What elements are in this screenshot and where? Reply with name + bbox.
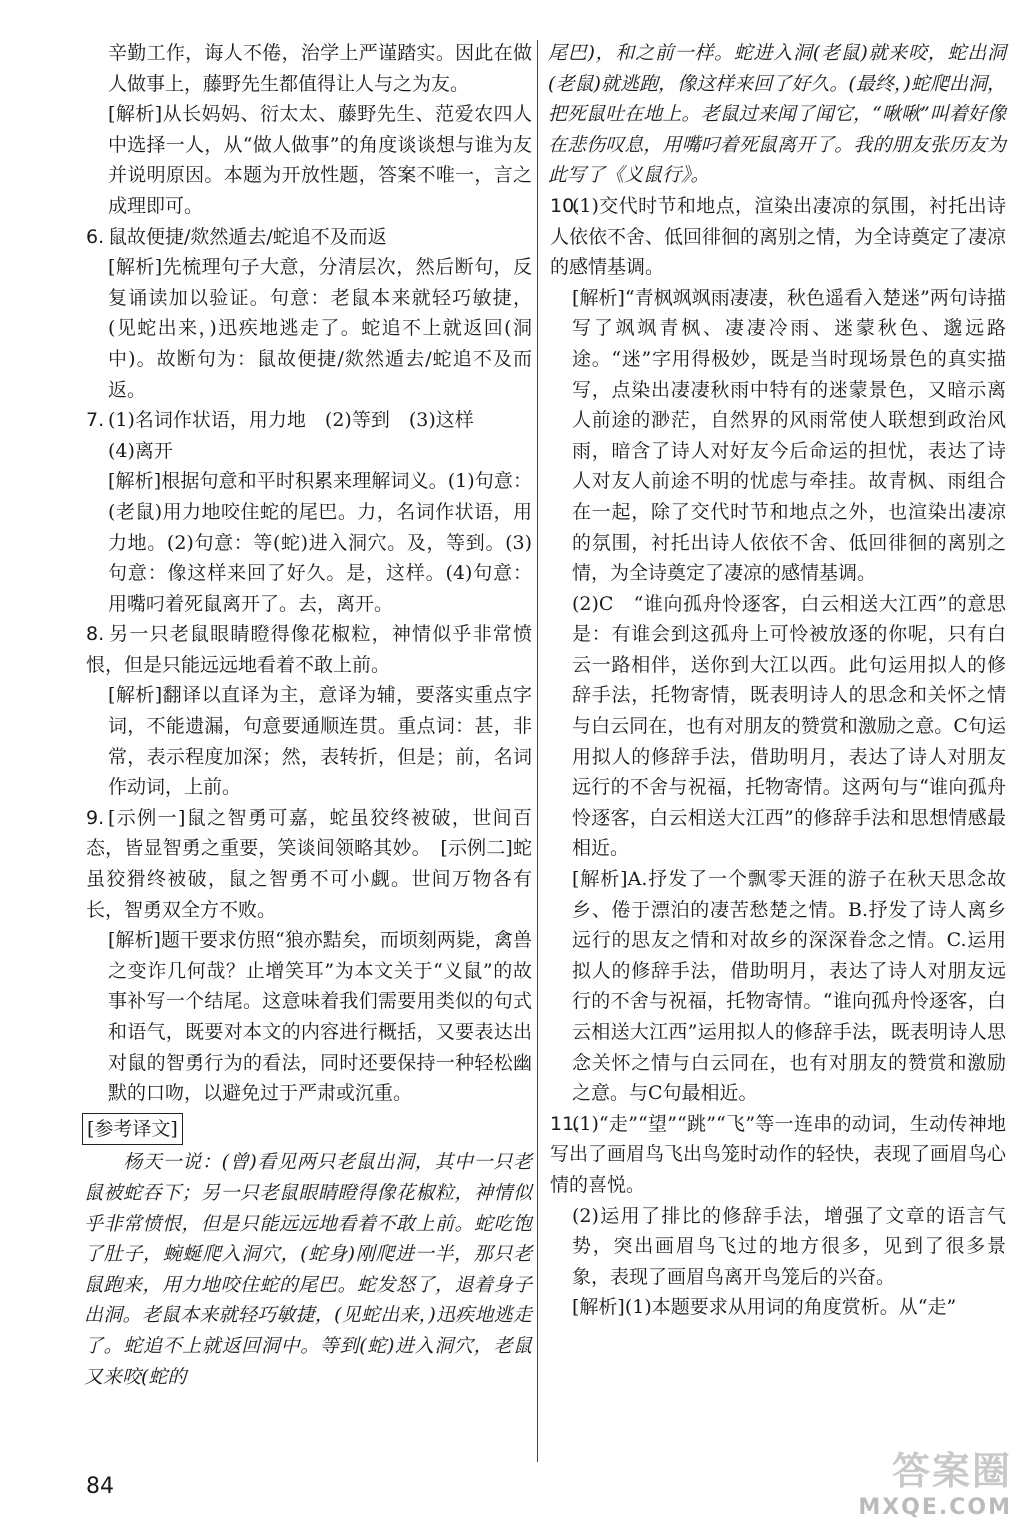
paragraph-text: (4)离开 bbox=[108, 439, 173, 462]
right-paragraph bbox=[548, 1201, 1006, 1293]
left-paragraph bbox=[84, 436, 532, 467]
left-paragraph bbox=[84, 466, 532, 619]
question-number: 9. bbox=[86, 806, 105, 829]
paragraph-text: (2)C “谁向孤舟怜逐客，白云相送大江西”的意思是：有谁会到这孤舟上可怜被放逐的你呢，只有白云一路相伴，送你到大江以西。此句运用拟人的修辞手法，托物寄情，既表明诗人的思念和关怀之情与白云同在，也有对朋友的赞赏和激励之意。C句运用拟人的修辞手法，借助明月，表达了诗人对朋友远行的不舍与祝福，托物寄情。这两句与“谁向孤舟怜逐客，白云相送大江西”的修辞手法和思想情感最相近。 bbox=[572, 592, 1006, 860]
paragraph-text: (1)名词作状语，用力地 (2)等到 (3)这样 bbox=[108, 409, 474, 432]
left-paragraph bbox=[84, 925, 532, 1109]
question-number: 11. bbox=[550, 1112, 581, 1135]
paragraph-text: [解析]根据句意和平时积累来理解词义。(1)句意：(老鼠)用力地咬住蛇的尾巴。力，名词作状语，用力地。(2)句意：等(蛇)进入洞穴。及，等到。(3)句意：像这样来回了好久。是，这样。(4)句意：用嘴叼着死鼠离开了。去，离开。 bbox=[108, 470, 532, 615]
question-number: 7. bbox=[86, 409, 105, 432]
right-paragraph bbox=[548, 864, 1006, 1109]
right-paragraph bbox=[526, 1109, 1006, 1201]
left-column bbox=[84, 38, 532, 1392]
page-number: 84 bbox=[86, 1474, 114, 1499]
paragraph-text: [参考译文] bbox=[87, 1117, 178, 1140]
question-number: 8. bbox=[86, 623, 105, 646]
left-paragraph bbox=[84, 252, 532, 405]
watermark bbox=[858, 1440, 1012, 1520]
paragraph-text: (1)交代时节和地点，渲染出凄凉的氛围，衬托出诗人依依不舍、低回徘徊的离别之情，为全诗奠定了凄凉的感情基调。 bbox=[550, 194, 1007, 279]
left-paragraph bbox=[84, 1147, 532, 1392]
right-paragraph bbox=[548, 589, 1006, 864]
paragraph-text: [解析](1)本题要求从用词的角度赏析。从“走” bbox=[572, 1296, 957, 1319]
right-paragraph bbox=[526, 191, 1006, 283]
left-paragraph bbox=[84, 680, 532, 802]
watermark-brand: 答案圈 bbox=[891, 1449, 1012, 1493]
question-number: 10. bbox=[550, 194, 581, 217]
paragraph-text: [解析]从长妈妈、衍太太、藤野先生、范爱农四人中选择一人，从“做人做事”的角度谈谈想与谁为友并说明原因。本题为开放性题，答案不唯一，言之成理即可。 bbox=[108, 103, 532, 217]
paragraph-text: [解析]A.抒发了一个飘零天涯的游子在秋天思念故乡、倦于漂泊的凄苦愁楚之情。B.抒发了诗人离乡远行的思友之情和对故乡的深深眷念之情。C.运用拟人的修辞手法，借助明月，表达了诗人对朋友远行的不舍与祝福，托物寄情。“谁向孤舟怜逐客，白云相送大江西”运用拟人的修辞手法，既表明诗人思念关怀之情与白云同在，也有对朋友的赞赏和激励之意。与C句最相近。 bbox=[572, 868, 1006, 1105]
left-paragraph bbox=[82, 1113, 183, 1146]
paragraph-text: [解析]“青枫飒飒雨凄凄，秋色遥看入楚迷”两句诗描写了飒飒青枫、凄凄冷雨、迷蒙秋色、邈远路途。“迷”字用得极妙，既是当时现场景色的真实描写，点染出凄凄秋雨中特有的迷蒙景色，又暗示离人前途的渺茫，自然界的风雨常使人联想到政治风雨，暗含了诗人对好友今后命运的担忧，表达了诗人对友人前途不明的忧虑与牵挂。故青枫、雨组合在一起，除了交代时节和地点之外，也渲染出凄凉的氛围，衬托出诗人依依不舍、低回徘徊的离别之情，为全诗奠定了凄凉的感情基调。 bbox=[572, 286, 1006, 585]
paragraph-text: (2)运用了排比的修辞手法，增强了文章的语言气势，突出画眉鸟飞过的地方很多，见到了很多景象，表现了画眉鸟离开鸟笼后的兴奋。 bbox=[572, 1204, 1006, 1288]
paragraph-text: 另一只老鼠眼睛瞪得像花椒粒，神情似乎非常愤恨，但是只能远远地看着不敢上前。 bbox=[86, 623, 532, 676]
right-column bbox=[548, 38, 1006, 1323]
paragraph-text: 辛勤工作，诲人不倦，治学上严谨踏实。因此在做人做事上，藤野先生都值得让人与之为友。 bbox=[108, 42, 532, 95]
paragraph-text: [解析]先梳理句子大意，分清层次，然后断句，反复诵读加以验证。句意：老鼠本来就轻巧敏捷，(见蛇出来，)迅疾地逃走了。蛇追不上就返回(洞中)。故断句为：鼠故便捷/欻然遁去/蛇追不及而返。 bbox=[108, 256, 532, 401]
watermark-site: MXQE.COM bbox=[858, 1495, 1012, 1520]
right-paragraph bbox=[548, 38, 1006, 191]
left-paragraph bbox=[62, 803, 532, 925]
right-paragraph bbox=[548, 283, 1006, 589]
right-paragraph bbox=[548, 1292, 1006, 1323]
paragraph-text: 尾巴)，和之前一样。蛇进入洞(老鼠)就来咬，蛇出洞(老鼠)就逃跑，像这样来回了好久。(最终，)蛇爬出洞，把死鼠吐在地上。老鼠过来闻了闻它，“啾啾”叫着好像在悲伤叹息，用嘴叼着死鼠离开了。我的朋友张历友为此写了《义鼠行》。 bbox=[548, 42, 1006, 187]
left-paragraph bbox=[62, 222, 532, 253]
paragraph-text: 鼠故便捷/欻然遁去/蛇追不及而返 bbox=[108, 225, 387, 248]
paragraph-text: [示例一]鼠之智勇可嘉，蛇虽狡终被破，世间百态，皆显智勇之重要，笑谈间领略其妙。 [示例二]蛇虽狡猾终被破，鼠之智勇不可小觑。世间万物各有长，智勇双全方不败。 bbox=[86, 806, 532, 921]
paragraph-text: (1)“走”“望”“跳”“飞”等一连串的动词，生动传神地写出了画眉鸟飞出鸟笼时动作的轻快，表现了画眉鸟心情的喜悦。 bbox=[550, 1112, 1007, 1196]
left-paragraph bbox=[84, 99, 532, 221]
paragraph-text: 杨天一说：(曾)看见两只老鼠出洞，其中一只老鼠被蛇吞下；另一只老鼠眼睛瞪得像花椒粒，神情似乎非常愤恨，但是只能远远地看着不敢上前。蛇吃饱了肚子，蜿蜒爬入洞穴，(蛇身)刚爬进一半，那只老鼠跑来，用力地咬住蛇的尾巴。蛇发怒了，退着身子出洞。老鼠本来就轻巧敏捷，(见蛇出来，)迅疾地逃走了。蛇追不上就返回洞中。等到(蛇)进入洞穴，老鼠又来咬(蛇的 bbox=[84, 1151, 532, 1388]
paragraph-text: [解析]翻译以直译为主，意译为辅，要落实重点字词，不能遗漏，句意要通顺连贯。重点词：甚，非常，表示程度加深；然，表转折，但是；前，名词作动词，上前。 bbox=[108, 684, 532, 799]
left-paragraph bbox=[84, 38, 532, 99]
paragraph-text: [解析]题干要求仿照“狼亦黠矣，而顷刻两毙，禽兽之变诈几何哉？止增笑耳”为本文关于“义鼠”的故事补写一个结尾。这意味着我们需要用类似的句式和语气，既要对本文的内容进行概括，又要表达出对鼠的智勇行为的看法，同时还要保持一种轻松幽默的口吻，以避免过于严肃或沉重。 bbox=[108, 929, 532, 1105]
left-paragraph bbox=[62, 405, 532, 436]
question-number: 6. bbox=[86, 225, 105, 248]
left-paragraph bbox=[62, 619, 532, 680]
